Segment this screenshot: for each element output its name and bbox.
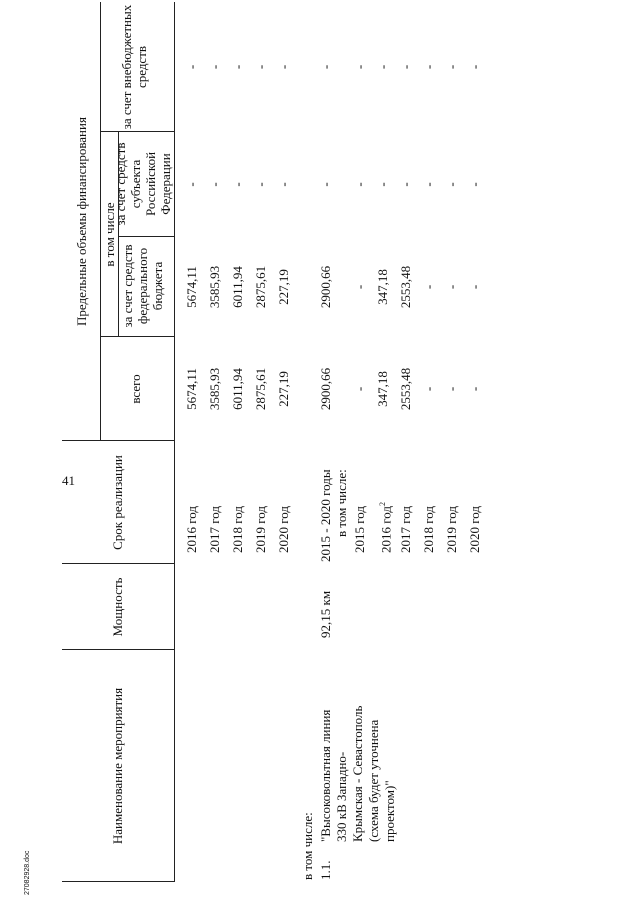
extra-cell: - <box>375 64 390 70</box>
col-sep-federal-regional <box>118 236 174 237</box>
item-capacity: 92,15 км <box>318 590 333 638</box>
total-cell: - <box>444 386 459 392</box>
regional-cell: - <box>230 182 245 187</box>
federal-cell: 347,18 <box>375 269 390 305</box>
regional-cell: - <box>184 182 199 187</box>
year-cell: 2017 год <box>398 506 413 553</box>
header-capacity: Мощность <box>110 577 125 637</box>
regional-cell: - <box>352 182 367 187</box>
item-name-line: 330 кВ Западно- <box>334 751 349 842</box>
item-number: 1.1. <box>318 860 333 880</box>
federal-cell: - <box>444 284 459 290</box>
year-cell: 2019 год <box>444 506 459 553</box>
total-cell: 6011,94 <box>230 368 245 410</box>
header-bottom-line <box>174 2 175 882</box>
extra-cell: - <box>230 64 245 70</box>
hline-under-group <box>100 2 101 441</box>
regional-cell: - <box>398 182 413 187</box>
year-cell: 2019 год <box>253 506 268 553</box>
header-extra: за счет внебюджетных средств <box>119 4 149 130</box>
item-extra: - <box>318 64 333 70</box>
federal-cell: 227,19 <box>276 269 291 305</box>
regional-cell: - <box>375 182 390 187</box>
extra-cell: - <box>398 64 413 70</box>
federal-cell: 5674,11 <box>184 266 199 308</box>
extra-cell: - <box>421 64 436 70</box>
regional-cell: - <box>253 182 268 187</box>
federal-cell: - <box>467 284 482 290</box>
extra-cell: - <box>207 64 222 70</box>
header-total: всего <box>128 374 143 404</box>
item-total: 2900,66 <box>318 367 333 411</box>
extra-cell: - <box>444 64 459 70</box>
header-funding-group: Предельные объемы финансирования <box>74 117 89 326</box>
item-regional: - <box>318 182 333 187</box>
item-name-line: Крымская - Севастополь <box>350 705 365 842</box>
rotated-table <box>62 2 622 882</box>
extra-cell: - <box>253 64 268 70</box>
federal-cell: 2553,48 <box>398 265 413 309</box>
item-name-line: проектом)" <box>382 780 397 842</box>
header-federal: за счет средств федерального бюджета <box>120 244 165 328</box>
item-name-line: "Высоковольтная линия <box>318 709 333 842</box>
footer-filename: 27082928.doc <box>24 850 31 895</box>
total-cell: - <box>421 386 436 392</box>
federal-cell: 2875,61 <box>253 265 268 309</box>
year-cell: 2018 год <box>421 506 436 553</box>
item-sub-label: в том числе: <box>334 469 349 537</box>
total-cell: 5674,11 <box>184 368 199 410</box>
item-name-line: (схема будет уточнена <box>366 719 381 842</box>
in-that-number-label: в том числе: <box>300 812 315 880</box>
header-including: в том числе <box>102 202 117 267</box>
federal-cell: - <box>421 284 436 290</box>
total-cell: 347,18 <box>375 371 390 407</box>
extra-cell: - <box>352 64 367 70</box>
year-cell: 2016 год$^2$ <box>378 502 394 553</box>
regional-cell: - <box>276 182 291 187</box>
item-federal: 2900,66 <box>318 265 333 309</box>
regional-cell: - <box>467 182 482 187</box>
total-cell: 3585,93 <box>207 367 222 411</box>
extra-cell: - <box>276 64 291 70</box>
federal-cell: 3585,93 <box>207 265 222 309</box>
extra-cell: - <box>467 64 482 70</box>
item-period: 2015 - 2020 годы <box>318 469 333 562</box>
header-period: Срок реализации <box>110 455 125 550</box>
page-number: 41 <box>62 473 75 488</box>
year-cell: 2016 год <box>184 506 199 553</box>
year-cell: 2020 год <box>276 506 291 553</box>
federal-cell: 6011,94 <box>230 266 245 308</box>
header-name: Наименование мероприятия <box>110 687 125 845</box>
total-cell: 2875,61 <box>253 367 268 411</box>
year-cell: 2017 год <box>207 506 222 553</box>
year-cell: 2018 год <box>230 506 245 553</box>
year-cell: 2015 год <box>352 506 367 553</box>
federal-cell: - <box>352 284 367 290</box>
regional-cell: - <box>207 182 222 187</box>
header-regional: за счет средств субъекта Российской Федерации <box>113 142 173 226</box>
year-cell: 2020 год <box>467 506 482 553</box>
total-cell: - <box>467 386 482 392</box>
total-cell: 227,19 <box>276 371 291 407</box>
footnote-marker: 2 <box>378 502 387 506</box>
regional-cell: - <box>421 182 436 187</box>
regional-cell: - <box>444 182 459 187</box>
total-cell: - <box>352 386 367 392</box>
extra-cell: - <box>184 64 199 70</box>
total-cell: 2553,48 <box>398 367 413 411</box>
